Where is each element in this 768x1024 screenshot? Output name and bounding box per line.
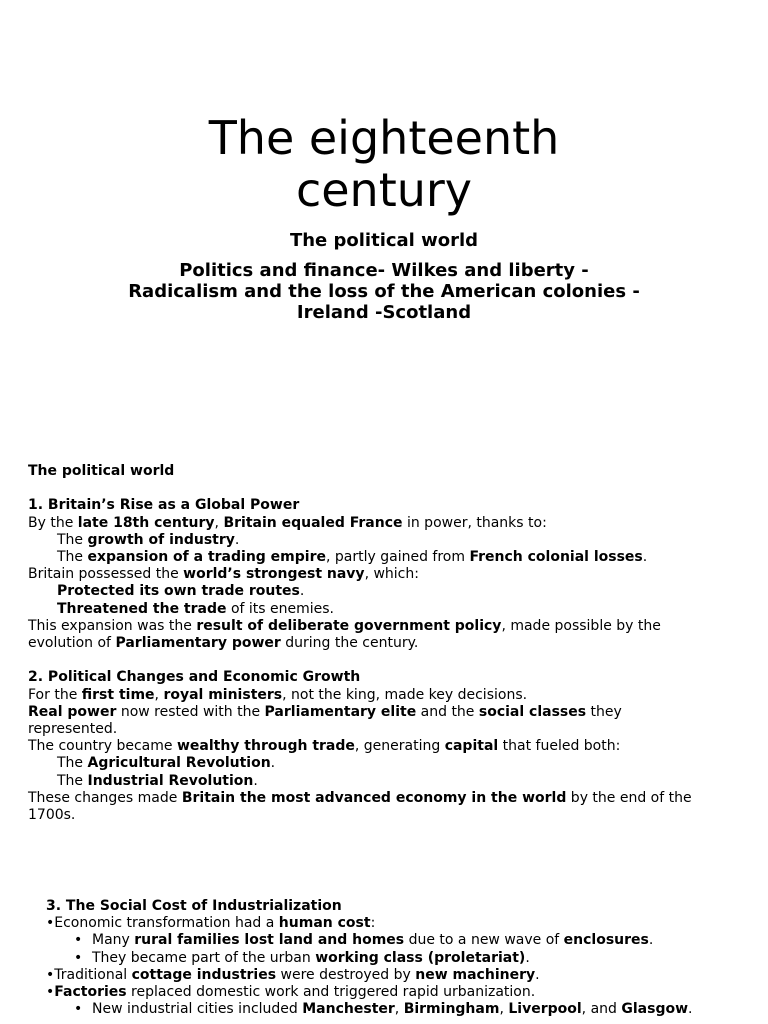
topics-line-1: Politics and finance- Wilkes and liberty -: [179, 260, 589, 281]
section-3-title: 3. The Social Cost of Industrialization: [46, 898, 342, 914]
topics-list: [0, 260, 768, 323]
bullet: •: [46, 915, 55, 932]
s1-line-5: Protected its own trade routes.: [57, 583, 305, 600]
sub-bullet: •: [74, 1001, 83, 1018]
title-block: [0, 112, 768, 323]
s1-line-6: Threatened the trade of its enemies.: [57, 600, 335, 617]
s3-line-2: • Many rural families lost land and homes due to a new wave of enclosures.: [74, 932, 654, 949]
body-text: [28, 463, 728, 824]
s1-line-8: evolution of Parliamentary power during the century.: [28, 635, 419, 652]
s3-line-5: •Factories replaced domestic work and triggered rapid urbanization.: [46, 984, 536, 1001]
bullet: •: [46, 966, 55, 983]
title-line-1: The eighteenth: [208, 111, 560, 165]
subtitle: The political world: [289, 230, 479, 251]
section-1-title: 1. Britain’s Rise as a Global Power: [28, 497, 300, 514]
s3-line-1: •Economic transformation had a human cost:: [46, 915, 376, 932]
section-3: [46, 898, 746, 1018]
bullet: •: [46, 984, 55, 1001]
s3-line-4: •Traditional cottage industries were destroyed by new machinery.: [46, 966, 540, 983]
s2-line-8: 1700s.: [28, 807, 76, 824]
s1-line-7: This expansion was the result of deliberate government policy, made possible by the: [28, 617, 661, 634]
sub-bullet: •: [74, 932, 83, 949]
s1-line-4: Britain possessed the world’s strongest navy, which:: [28, 566, 419, 583]
section-2-title: 2. Political Changes and Economic Growth: [28, 669, 361, 686]
s2-line-2: Real power now rested with the Parliamentary elite and the social classes they: [28, 703, 622, 720]
topics-line-2: Radicalism and the loss of the American colonies -: [128, 281, 640, 302]
document-title: [0, 112, 768, 216]
s2-line-4: The country became wealthy through trade, generating capital that fueled both:: [28, 738, 621, 755]
sub-bullet: •: [74, 949, 83, 966]
section-heading: The political world: [28, 463, 175, 479]
s1-line-3: The expansion of a trading empire, partly gained from French colonial losses.: [57, 549, 648, 565]
s2-line-7: These changes made Britain the most advanced economy in the world by the end of the: [28, 789, 692, 806]
s2-line-5: The Agricultural Revolution.: [57, 755, 276, 772]
s1-line-1: By the late 18th century, Britain equaled France in power, thanks to:: [28, 514, 547, 531]
s1-line-2: The growth of industry.: [57, 531, 240, 548]
s2-line-1: For the first time, royal ministers, not the king, made key decisions.: [28, 686, 528, 703]
s2-line-3: represented.: [28, 721, 118, 738]
s2-line-6: The Industrial Revolution.: [57, 772, 258, 789]
title-line-2: century: [295, 163, 473, 217]
topics-line-3: Ireland -Scotland: [296, 302, 472, 323]
s3-line-6: • New industrial cities included Manchester, Birmingham, Liverpool, and Glasgow.: [74, 1001, 693, 1018]
s3-line-3: • They became part of the urban working class (proletariat).: [74, 949, 530, 966]
